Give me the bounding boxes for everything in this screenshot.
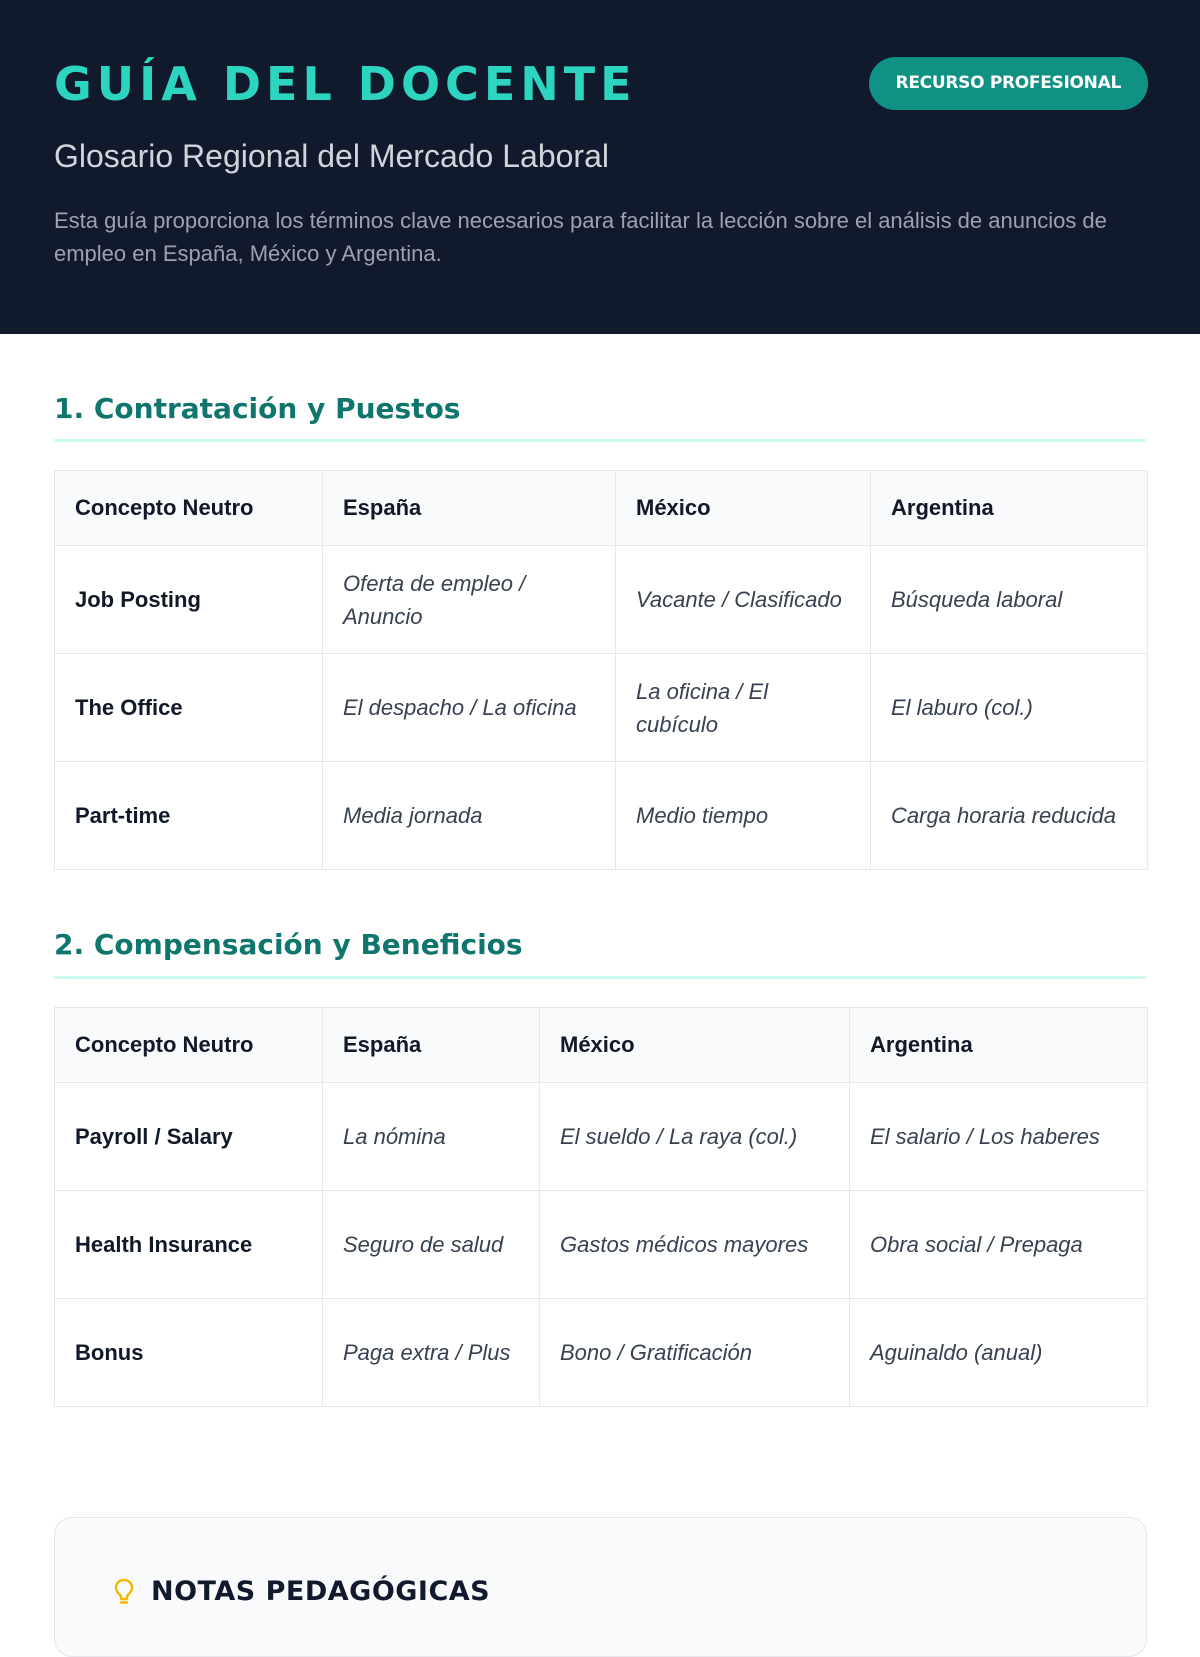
argentina-term-cell: Aguinaldo (anual) — [850, 1299, 1148, 1407]
lightbulb-icon — [113, 1578, 135, 1606]
table-row — [55, 654, 1148, 762]
glossary-content — [0, 391, 1200, 1407]
column-header-mexico: México — [540, 1008, 850, 1083]
argentina-term-cell: El laburo (col.) — [871, 654, 1148, 762]
concept-cell: Health Insurance — [55, 1191, 323, 1299]
page-header — [0, 0, 1200, 334]
column-header-concept: Concepto Neutro — [55, 1008, 323, 1083]
notes-header — [113, 1575, 490, 1609]
concept-cell: Job Posting — [55, 546, 323, 654]
column-header-argentina: Argentina — [850, 1008, 1148, 1083]
section-divider — [54, 439, 1146, 442]
argentina-term-cell: Carga horaria reducida — [871, 762, 1148, 870]
column-header-argentina: Argentina — [871, 471, 1148, 546]
table-header-row — [55, 471, 1148, 546]
spain-term-cell: Media jornada — [323, 762, 616, 870]
mexico-term-cell: Gastos médicos mayores — [540, 1191, 850, 1299]
pedagogical-notes-card — [54, 1517, 1147, 1657]
concept-cell: Payroll / Salary — [55, 1083, 323, 1191]
mexico-term-cell: La oficina / El cubículo — [616, 654, 871, 762]
glossary-table-hiring — [54, 470, 1148, 870]
table-row — [55, 1191, 1148, 1299]
spain-term-cell: El despacho / La oficina — [323, 654, 616, 762]
table-row — [55, 762, 1148, 870]
table-header-row — [55, 1008, 1148, 1083]
argentina-term-cell: Búsqueda laboral — [871, 546, 1148, 654]
resource-badge: RECURSO PROFESIONAL — [869, 57, 1148, 110]
page-title: GUÍA DEL DOCENTE — [54, 57, 637, 111]
spain-term-cell: Paga extra / Plus — [323, 1299, 540, 1407]
section-title: 1. Contratación y Puestos — [54, 392, 461, 425]
concept-cell: Bonus — [55, 1299, 323, 1407]
column-header-spain: España — [323, 471, 616, 546]
section-divider — [54, 976, 1146, 979]
argentina-term-cell: Obra social / Prepaga — [850, 1191, 1148, 1299]
concept-cell: The Office — [55, 654, 323, 762]
section-title: 2. Compensación y Beneficios — [54, 928, 523, 961]
page-description: Esta guía proporciona los términos clave necesarios para facilitar la lección sobre el análisis de anuncios de empleo en España, México y Argentina. — [54, 208, 1107, 266]
concept-cell: Part-time — [55, 762, 323, 870]
column-header-concept: Concepto Neutro — [55, 471, 323, 546]
column-header-mexico: México — [616, 471, 871, 546]
notes-title: NOTAS PEDAGÓGICAS — [151, 1576, 491, 1607]
mexico-term-cell: El sueldo / La raya (col.) — [540, 1083, 850, 1191]
table-row — [55, 1299, 1148, 1407]
page-subtitle: Glosario Regional del Mercado Laboral — [54, 138, 609, 174]
mexico-term-cell: Medio tiempo — [616, 762, 871, 870]
spain-term-cell: Seguro de salud — [323, 1191, 540, 1299]
table-row — [55, 1083, 1148, 1191]
table-row — [55, 546, 1148, 654]
section-hiring-positions — [54, 391, 1146, 870]
section-compensation-benefits — [54, 927, 1146, 1407]
mexico-term-cell: Vacante / Clasificado — [616, 546, 871, 654]
mexico-term-cell: Bono / Gratificación — [540, 1299, 850, 1407]
glossary-table-compensation — [54, 1007, 1148, 1407]
argentina-term-cell: El salario / Los haberes — [850, 1083, 1148, 1191]
column-header-spain: España — [323, 1008, 540, 1083]
spain-term-cell: Oferta de empleo / Anuncio — [323, 546, 616, 654]
spain-term-cell: La nómina — [323, 1083, 540, 1191]
